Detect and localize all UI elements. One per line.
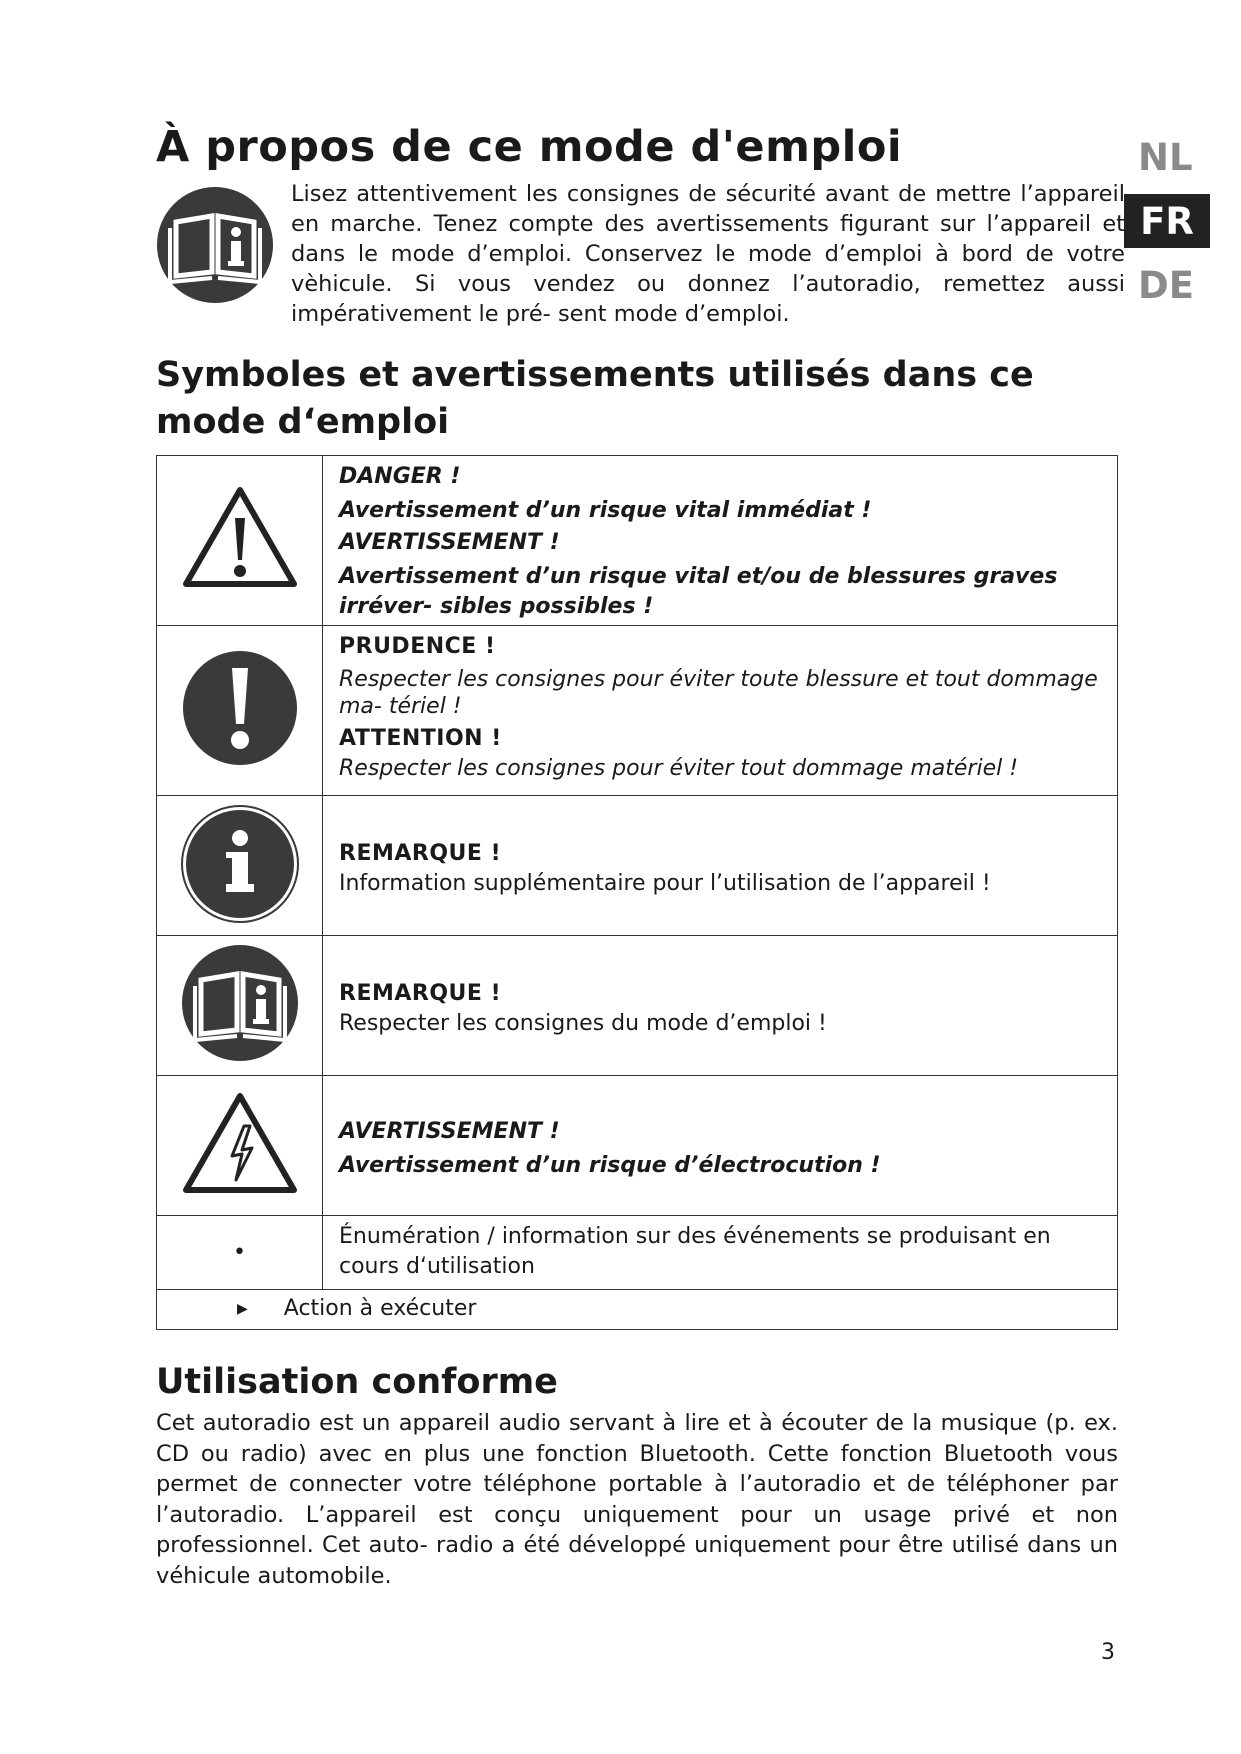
action-arrow-icon: ▶ [237, 1301, 248, 1317]
symbol-line: AVERTISSEMENT ! [339, 1118, 560, 1144]
symbol-line: Avertissement d’un risque vital et/ou de blessures graves irréver- sibles possibles ! [339, 564, 1058, 619]
symbol-line: Avertissement d’un risque d’électrocution ! [339, 1152, 881, 1178]
symbol-line: REMARQUE ! [339, 980, 502, 1006]
table-row [157, 626, 1118, 796]
symbol-line: AVERTISSEMENT ! [339, 530, 560, 555]
page-title: À propos de ce mode d'emploi [156, 122, 903, 172]
table-row [157, 1076, 1118, 1216]
usage-heading: Utilisation conforme [156, 1362, 558, 1402]
language-tab-nl[interactable]: NL [1138, 136, 1193, 179]
symbol-line: ATTENTION ! [339, 726, 502, 751]
symbol-line: Respecter les consignes du mode d’emploi ! [339, 1010, 827, 1036]
bullet-symbol: • [157, 1216, 323, 1290]
intro-paragraph: Lisez attentivement les consignes de sécurité avant de mettre l’appareil en marche. Tenez compte des avertissements figurant sur l’appareil et dans le mode d’emploi. Conservez le mode d’emploi à bord de votre vèhicule. Si vous vendez ou donnez l’autoradio, remettez aussi impérativement le pré- sent mode d’emploi. [291, 181, 1125, 327]
table-row [157, 456, 1118, 626]
info-circle-icon [180, 804, 300, 924]
table-row [157, 1216, 1118, 1290]
symbols-table [156, 455, 1118, 1330]
action-description: Action à exécuter [283, 1296, 477, 1321]
warning-triangle-icon [180, 484, 300, 594]
symbol-line: Information supplémentaire pour l’utilisation de l’appareil ! [339, 870, 991, 896]
symbol-line: PRUDENCE ! [339, 634, 496, 659]
table-row [157, 936, 1118, 1076]
symbol-line: Avertissement d’un risque vital immédiat ! [339, 498, 872, 523]
symbol-line: DANGER ! [339, 464, 461, 489]
language-tab-de[interactable]: DE [1138, 264, 1194, 307]
exclamation-circle-icon [182, 650, 298, 766]
usage-paragraph: Cet autoradio est un appareil audio servant à lire et à écouter de la musique (p. ex. CD ou radio) avec en plus une fonction Bluetooth. Cette fonction Bluetooth vous permet de connecter votre téléphone portable à l’autoradio et de téléphoner par l’autoradio. L’appareil est conçu uniquement pour un usage privé et non professionnel. Cet auto- radio a été développé uniquement pour être utilisé dans un véhicule automobile. [156, 1410, 1118, 1589]
symbol-line: REMARQUE ! [339, 840, 502, 866]
manual-book-icon [181, 944, 299, 1062]
manual-book-icon [156, 186, 274, 304]
table-row [157, 1290, 1118, 1330]
table-row [157, 796, 1118, 936]
symbol-line: Respecter les consignes pour éviter tout dommage matériel ! [339, 756, 1019, 781]
page-number: 3 [1101, 1640, 1115, 1665]
symbols-heading: Symboles et avertissements utilisés dans ce mode d‘emploi [156, 355, 1034, 442]
bullet-description: Énumération / information sur des événements se produisant en cours d‘utilisation [323, 1216, 1118, 1290]
symbol-line: Respecter les consignes pour éviter toute blessure et tout dommage ma- tériel ! [339, 667, 1098, 719]
language-tab-fr[interactable]: FR [1124, 194, 1210, 248]
electric-hazard-icon [180, 1090, 300, 1200]
